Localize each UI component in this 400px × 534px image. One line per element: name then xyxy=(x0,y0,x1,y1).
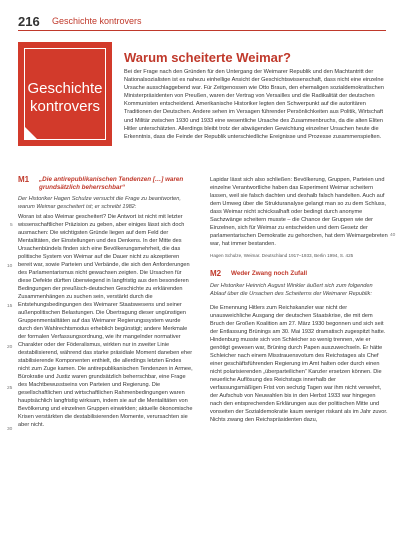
m1-title: „Die antirepublikanischen Tendenzen […] waren grundsätzlich beherrschbar“ xyxy=(39,176,184,191)
m2-heading xyxy=(210,270,388,278)
m1-intro: Der Historiker Hagen Schulze versucht die Frage zu beantworten, warum Weimar gescheitert ist; er schreibt 1982: xyxy=(18,196,181,210)
line-number: 5 xyxy=(10,223,13,228)
line-number: 25 xyxy=(7,386,13,391)
section-badge xyxy=(18,42,112,146)
badge-corner-icon xyxy=(24,126,38,140)
line-number: 15 xyxy=(7,304,13,309)
m2-intro: Der Historiker Heinrich August Winkler äußert sich zum folgenden Ablauf über die Ursachen des Scheiterns der Weimarer Republik: xyxy=(210,283,373,297)
m1-paragraph-2: Lapidar lässt sich also schließen: Bevölkerung, Gruppen, Parteien und einzelne Verantwortliche haben das Experiment Weimar scheitern lassen, weil sie falsch dachten und deshalb falsch handelten. Auch auf dem Umweg über die Strukturanalyse gelangt man so zu dem Schluss, dass Weimar nicht schicksalhaft oder bedingt durch anonyme Sachzwänge scheitern musste – die Chance der Gruppen wie der Einzelnen, sich für Weimar zu entscheiden und dem Gesetz der parlamentarischen Demokratie zu gehorchen, hat dem Weimargebreten war, hat immer bestanden. xyxy=(210,177,388,247)
right-column xyxy=(210,176,388,426)
section-title: Geschichte kontrovers xyxy=(52,16,142,26)
line-number: 10 xyxy=(7,264,13,269)
m1-source: Hagen Schulze, Weimar. Deutschland 1917–1933, Berlin 1994, S. 425 xyxy=(210,253,354,258)
intro-text: Bei der Frage nach den Gründen für den Untergang der Weimarer Republik und den Machtantritt der Nationalsozialisten ist es nahezu einhellige Ansicht der Geschichtswissenschaft, dass nicht eine einzelne Ursache ausschlaggebend war. Für Zeitgenossen wie Otto Braun, den ehemaligen sozialdemokratischen Ministerpräsidenten von Preußen, waren der Vertrag von Versailles und die Radikalität der deutschen Kommunisten entscheidend. Amerikanische Historiker legten den Schwerpunkt auf die autoritären Traditionen der Deutschen. Andere sehen im Versagen führender Persönlichkeiten aus Politik, Wirtschaft und Militär zwischen 1930 und 1933 eine wesentliche Ursache des Zusammenbruchs, da die alten Eliten Hitler unterschätzten. Allerdings bleibt trotz der abwägenden Gewichtung einzelner Ursachen heute die Erkenntnis, dass die Feinde der Republik unterschiedliche Ereignisse und Prozesse zusammenspielten. xyxy=(124,69,384,140)
m1-label: M1 xyxy=(18,175,30,184)
m2-label: M2 xyxy=(210,269,222,278)
m1-paragraph-1: Woran ist also Weimar gescheitert? Die Antwort ist nicht mit letzter wissenschaftlicher Präzision zu geben, aber einiges lässt sich doch ausmachen: Die wichtigsten Gründe liegen auf dem Feld der Mentalitäten, der Einstellungen und des Denkens. In der Mitte des Ursachenbündels finden sich eine Bevölkerungsmehrheit, die das politische System von Weimar auf die Dauer nicht zu akzeptieren bereit war, sowie Parteien und Verbände, die sich den Anforderungen des Parlamentarismus nicht gewachsen zeigten. Die Ursachen für diese Defekte dürften überwiegend in langfristig aus den besonderen Bedingungen der preußisch-deutschen Geschichte zu erklärenden Zusammenhängen zu suchen sein, verstärkt durch die Entstehungsbedingungen des Weimarer Staatswesens und seiner außenpolitischen Belastungen. Die Übertragung dieser ungünstigen Gruppenmentalitäten auf das Weimarer Regierungssystem wurde durch den Wahlrechtsmodus erheblich begünstigt; andere Merkmale der formalen Verfassungsordnung, wie ihr mangelnder normativer Charakter oder der Föderalismus, wirkten nur in zweiter Linie destabilisierend, während das starke präsidiale Moment daneben eher stabilisierende Komponenten enthielt, die allerdings letzten Endes nicht zum Zuge kamen. Die antirepublikanischen Tendenzen in Armee, Bürokratie und Justiz waren grundsätzlich beherrschbar, eine Frage des Machtbewusstseins von Parteien und Regierung. Die gesellschaftlichen und wirtschaftlichen Rahmenbedingungen waren hauptsächlich langfristig wirksam, indem sie auf die Mentalitäten von Bevölkerung und einzelnen Gruppen einwirkten; aktuelle ökonomische Krisen verstärkten die destabilisierenden Momente, verursachten sie aber nicht. xyxy=(18,214,193,428)
badge-line-1: Geschichte xyxy=(27,80,103,97)
m2-title: Weder Zwang noch Zufall xyxy=(231,270,308,277)
page-title: Warum scheiterte Weimar? xyxy=(124,50,291,65)
line-number: 30 xyxy=(7,427,13,432)
left-column xyxy=(18,176,194,431)
header-rule xyxy=(18,30,386,31)
m2-paragraph-1: Die Ernennung Hitlers zum Reichskanzler war nicht der unausweichliche Ausgang der deutschen Staatskrise, die mit dem Bruch der Großen Koalition am 27. März 1930 begonnen und sich seit der Entlassung Brünings am 30. Mai 1932 dramatisch zugespitzt hatte. Hindenburg musste sich von Schleicher so wenig trennen, wie er genötigt gewesen war, Brüning durch Papen auszuwechseln. Er hätte Schleicher nach einem Misstrauensvotum des Reichstages als Chef einer geschäftsführenden Regierung im Amt halten oder durch einen nicht polarisierenden „überparteilichen“ Kanzler ersetzen können. Die neuerliche Auflösung des Reichstags innerhalb der verfassungsmäßigen Frist von sechzig Tagen war ihm nicht verwehrt, der Aufschub von Neuwahlen bis in den Herbst 1933 war hingegen nach den entsprechenden Erklärungen aus der politischen Mitte und vonseiten der Sozialdemokratie kaum weniger riskant als im Jahr zuvor. Nichts zwang den Reichspräsidenten dazu, xyxy=(210,305,388,423)
page-number: 216 xyxy=(18,14,40,29)
line-number: 20 xyxy=(7,345,13,350)
m1-heading xyxy=(18,176,194,191)
line-number: 40 xyxy=(390,233,396,238)
badge-line-2: kontrovers xyxy=(29,98,101,115)
